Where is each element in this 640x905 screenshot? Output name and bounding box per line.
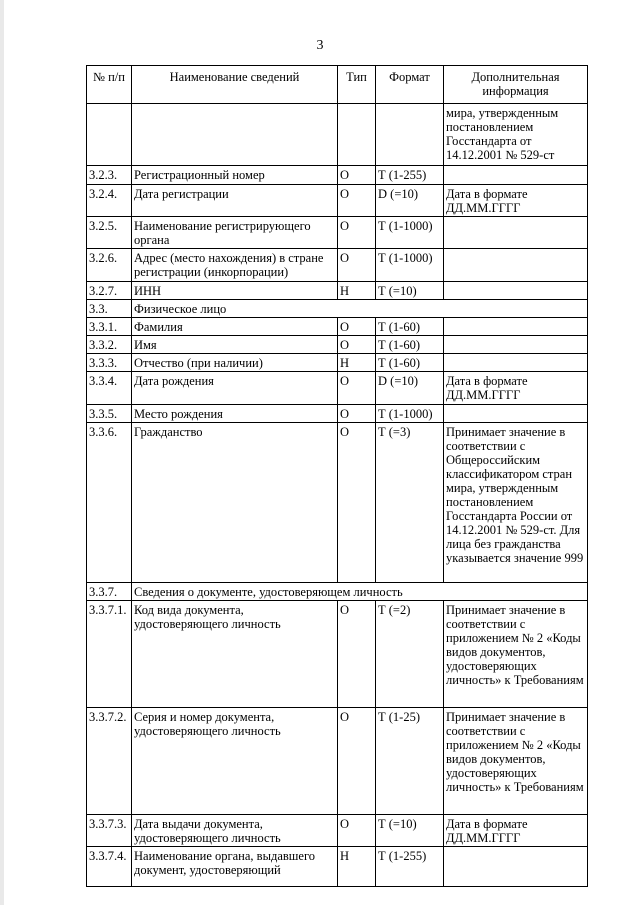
field-type-cell: О [338, 185, 376, 217]
table-row [87, 166, 588, 185]
field-name-cell: Дата выдачи документа, удостоверяющего личность [132, 815, 338, 847]
field-format-cell: Т (1-25) [376, 708, 444, 815]
row-number-cell: 3.2.4. [87, 185, 132, 217]
field-name-cell: Отчество (при наличии) [132, 354, 338, 372]
row-number-cell: 3.3.4. [87, 372, 132, 405]
row-number-cell: 3.3.1. [87, 318, 132, 336]
table-row [87, 104, 588, 166]
field-info-cell [444, 354, 588, 372]
field-type-cell: О [338, 405, 376, 423]
header-format: Формат [376, 66, 444, 104]
section-title-cell: Сведения о документе, удостоверяющем личность [132, 583, 588, 601]
field-name-cell: Наименование органа, выдавшего документ, удостоверяющий [132, 847, 338, 887]
table-row [87, 217, 588, 249]
table-row [87, 282, 588, 300]
field-info-cell: Принимает значение в соответствии с приложением № 2 «Коды видов документов, удостоверяющих личность» к Требованиям [444, 708, 588, 815]
row-number-cell: 3.3.6. [87, 423, 132, 583]
field-format-cell: D (=10) [376, 185, 444, 217]
table-row [87, 300, 588, 318]
field-name-cell: Регистрационный номер [132, 166, 338, 185]
field-info-cell: мира, утвержденным постановлением Госстандарта от 14.12.2001 № 529-ст [444, 104, 588, 166]
row-number-cell: 3.3.7.1. [87, 601, 132, 708]
field-name-cell: Адрес (место нахождения) в стране регистрации (инкорпорации) [132, 249, 338, 282]
field-info-cell: Принимает значение в соответствии с приложением № 2 «Коды видов документов, удостоверяющих личность» к Требованиям [444, 601, 588, 708]
field-format-cell: Т (=3) [376, 423, 444, 583]
field-info-cell [444, 217, 588, 249]
table-row [87, 372, 588, 405]
scan-edge [0, 0, 4, 905]
section-title-cell: Физическое лицо [132, 300, 588, 318]
field-format-cell: Т (1-1000) [376, 405, 444, 423]
field-format-cell: Т (=10) [376, 282, 444, 300]
page-number: 3 [316, 38, 324, 53]
field-format-cell [376, 104, 444, 166]
requirements-table [86, 65, 588, 887]
field-info-cell: Принимает значение в соответствии с Общероссийским классификатором стран мира, утвержденным постановлением Госстандарта России от 14.12.2001 № 529-ст. Для лица без гражданства указывается значение 999 [444, 423, 588, 583]
field-type-cell: Н [338, 354, 376, 372]
row-number-cell: 3.3. [87, 300, 132, 318]
field-name-cell: Код вида документа, удостоверяющего личность [132, 601, 338, 708]
field-format-cell: Т (=2) [376, 601, 444, 708]
table-row [87, 318, 588, 336]
field-info-cell [444, 847, 588, 887]
field-type-cell: Н [338, 282, 376, 300]
row-number-cell: 3.3.7.2. [87, 708, 132, 815]
row-number-cell: 3.3.2. [87, 336, 132, 354]
table-row [87, 847, 588, 887]
row-number-cell: 3.2.7. [87, 282, 132, 300]
field-type-cell: О [338, 318, 376, 336]
field-name-cell: Серия и номер документа, удостоверяющего личность [132, 708, 338, 815]
field-type-cell: О [338, 423, 376, 583]
table-row [87, 708, 588, 815]
field-format-cell: Т (=10) [376, 815, 444, 847]
header-info: Дополнительная информация [444, 66, 588, 104]
field-name-cell: Гражданство [132, 423, 338, 583]
row-number-cell: 3.3.7. [87, 583, 132, 601]
field-type-cell: Н [338, 847, 376, 887]
field-name-cell: Дата рождения [132, 372, 338, 405]
field-format-cell: Т (1-60) [376, 336, 444, 354]
field-format-cell: Т (1-1000) [376, 249, 444, 282]
header-type: Тип [338, 66, 376, 104]
row-number-cell: 3.3.5. [87, 405, 132, 423]
field-info-cell: Дата в формате ДД.ММ.ГГГГ [444, 815, 588, 847]
header-name: Наименование сведений [132, 66, 338, 104]
field-info-cell [444, 166, 588, 185]
row-number-cell: 3.2.6. [87, 249, 132, 282]
field-type-cell: О [338, 166, 376, 185]
table-row [87, 423, 588, 583]
field-format-cell: Т (1-60) [376, 318, 444, 336]
field-name-cell: Дата регистрации [132, 185, 338, 217]
field-format-cell: Т (1-255) [376, 847, 444, 887]
field-type-cell: О [338, 815, 376, 847]
field-name-cell: Наименование регистрирующего органа [132, 217, 338, 249]
field-info-cell: Дата в формате ДД.ММ.ГГГГ [444, 185, 588, 217]
header-num: № п/п [87, 66, 132, 104]
field-type-cell: О [338, 249, 376, 282]
field-info-cell [444, 249, 588, 282]
field-name-cell: ИНН [132, 282, 338, 300]
field-format-cell: Т (1-1000) [376, 217, 444, 249]
field-name-cell: Имя [132, 336, 338, 354]
table-header-row [87, 66, 588, 104]
row-number-cell: 3.2.5. [87, 217, 132, 249]
table-row [87, 185, 588, 217]
table-row [87, 354, 588, 372]
field-format-cell: Т (1-60) [376, 354, 444, 372]
row-number-cell: 3.3.7.4. [87, 847, 132, 887]
field-type-cell [338, 104, 376, 166]
field-format-cell: D (=10) [376, 372, 444, 405]
table-row [87, 336, 588, 354]
field-type-cell: О [338, 601, 376, 708]
row-number-cell [87, 104, 132, 166]
field-info-cell: Дата в формате ДД.ММ.ГГГГ [444, 372, 588, 405]
table-row [87, 249, 588, 282]
field-info-cell [444, 336, 588, 354]
field-type-cell: О [338, 372, 376, 405]
field-format-cell: Т (1-255) [376, 166, 444, 185]
field-type-cell: О [338, 336, 376, 354]
field-name-cell [132, 104, 338, 166]
field-info-cell [444, 282, 588, 300]
field-name-cell: Место рождения [132, 405, 338, 423]
row-number-cell: 3.3.3. [87, 354, 132, 372]
field-type-cell: О [338, 708, 376, 815]
field-info-cell [444, 405, 588, 423]
field-name-cell: Фамилия [132, 318, 338, 336]
table-row [87, 815, 588, 847]
row-number-cell: 3.3.7.3. [87, 815, 132, 847]
field-type-cell: О [338, 217, 376, 249]
row-number-cell: 3.2.3. [87, 166, 132, 185]
table-row [87, 583, 588, 601]
table-row [87, 405, 588, 423]
field-info-cell [444, 318, 588, 336]
table-row [87, 601, 588, 708]
